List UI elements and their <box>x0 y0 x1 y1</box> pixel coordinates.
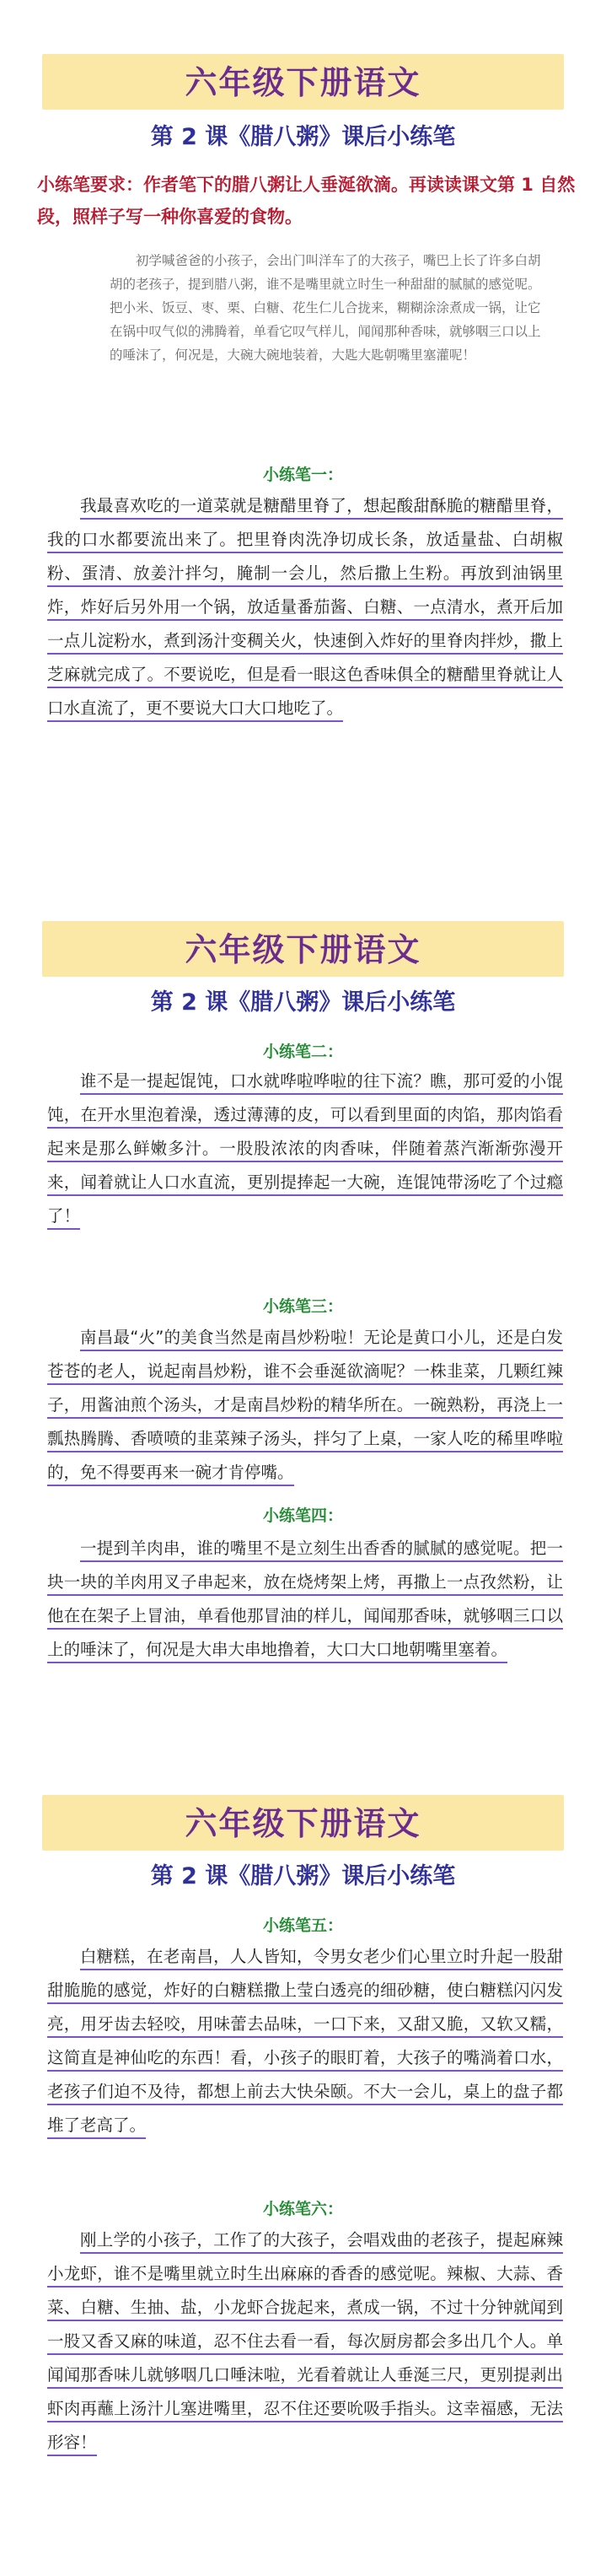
header-banner <box>42 1795 564 1851</box>
lesson-title: 第 2 课《腊八粥》课后小练笔 <box>150 1863 456 1889</box>
exercise-1-label: 小练笔一： <box>262 466 343 484</box>
banner-title: 六年级下册语文 <box>185 64 421 101</box>
exercise-3-body: 南昌最“火”的美食当然是南昌炒粉啦！无论是黄口小儿，还是白发苍苍的老人，说起南昌炒粉，谁不会垂涎欲滴呢？一株韭菜，几颗红辣子，用酱油煎个汤头，才是南昌炒粉的精华所在。一碗熟粉，再浇上一瓢热腾腾、香喷喷的韭菜辣子汤头，拌匀了上桌，一家人吃的稀里哗啦的，免不得要再来一碗才肯停嘴。 <box>47 1328 563 1486</box>
lesson-title: 第 2 课《腊八粥》课后小练笔 <box>150 124 456 150</box>
text-excerpt: 初学喊爸爸的小孩子，会出门叫洋车了的大孩子，嘴巴上长了许多白胡胡的老孩子，提到腊八粥，谁不是嘴里就立时生一种甜甜的腻腻的感觉呢。把小米、饭豆、枣、栗、白糖、花生仁儿合拢来，糊糊涂涂煮成一锅，让它在锅中叹气似的沸腾着，单看它叹气样儿，闻闻那种香味，就够咽三口以上的唾沫了，何况是，大碗大碗地装着，大匙大匙朝嘴里塞灌呢！ <box>110 253 541 363</box>
exercise-3-text <box>47 1321 563 1490</box>
exercise-5-label: 小练笔五： <box>262 1916 343 1935</box>
exercise-6-text <box>47 2223 563 2460</box>
exercise-6-label: 小练笔六： <box>262 2200 343 2218</box>
exercise-5-text <box>47 1940 563 2142</box>
exercise-2-label: 小练笔二： <box>262 1043 343 1061</box>
exercise-4-text <box>47 1532 563 1667</box>
exercise-3-label: 小练笔三： <box>262 1297 343 1316</box>
exercise-2-text <box>47 1064 563 1233</box>
banner-title: 六年级下册语文 <box>185 1805 421 1842</box>
exercise-5-body: 白糖糕，在老南昌，人人皆知，令男女老少们心里立时升起一股甜甜脆脆的感觉，炸好的白糖糕撒上莹白透亮的细砂糖，使白糖糕闪闪发亮，用牙齿去轻咬，用味蕾去品味，一口下来，又甜又脆，又软又糯，这简直是神仙吃的东西！看，小孩子的眼盯着，大孩子的嘴淌着口水，老孩子们迫不及待，都想上前去大快朵颐。不大一会儿，桌上的盘子都堆了老高了。 <box>47 1947 563 2139</box>
exercise-4-body: 一提到羊肉串，谁的嘴里不是立刻生出香香的腻腻的感觉呢。把一块一块的羊肉用叉子串起来，放在烧烤架上烤，再撒上一点孜然粉，让他在在架子上冒油，单看他那冒油的样儿，闻闻那香味，就够咽三口以上的唾沫了，何况是大串大串地撸着，大口大口地朝嘴里塞着。 <box>47 1539 563 1663</box>
lesson-title: 第 2 课《腊八粥》课后小练笔 <box>150 989 456 1016</box>
exercise-6-body: 刚上学的小孩子，工作了的大孩子，会唱戏曲的老孩子，提起麻辣小龙虾，谁不是嘴里就立时生出麻麻的香香的感觉呢。辣椒、大蒜、香菜、白糖、生抽、盐，小龙虾合拢起来，煮成一锅，不过十分钟就闻到一股又香又麻的味道，忍不住去看一看，每次厨房都会多出几个人。单闻闻那香味儿就够咽几口唾沫啦，光看着就让人垂涎三尺，更别提剥出虾肉再蘸上汤汁儿塞进嘴里，忍不住还要吮吸手指头。这幸福感，无法形容！ <box>47 2230 563 2456</box>
header-banner <box>42 54 564 110</box>
exercise-requirement: 小练笔要求：作者笔下的腊八粥让人垂涎欲滴。再读读课文第 1 自然段，照样子写一种你喜爱的食物。 <box>37 175 576 227</box>
exercise-1-body: 我最喜欢吃的一道菜就是糖醋里脊了，想起酸甜酥脆的糖醋里脊，我的口水都要流出来了。把里脊肉洗净切成长条，放适量盐、白胡椒粉、蛋清、放姜汁拌匀，腌制一会儿，然后撒上生粉。再放到油锅里炸，炸好后另外用一个锅，放适量番茄酱、白糖、一点清水，煮开后加一点儿淀粉水，煮到汤汁变稠关火，快速倒入炸好的里脊肉拌炒，撒上芝麻就完成了。不要说吃，但是看一眼这色香味俱全的糖醋里脊就让人口水直流了，更不要说大口大口地吃了。 <box>47 496 563 722</box>
exercise-2-body: 谁不是一提起馄饨，口水就哗啦哗啦的往下流？瞧，那可爱的小馄饨，在开水里泡着澡，透过薄薄的皮，可以看到里面的肉馅，那肉馅看起来是那么鲜嫩多汁。一股股浓浓的肉香味，伴随着蒸汽渐渐弥漫开来，闻着就让人口水直流，更别提捧起一大碗，连馄饨带汤吃了个过瘾了！ <box>47 1071 563 1230</box>
header-banner <box>42 921 564 977</box>
exercise-1-text <box>47 489 563 725</box>
banner-title: 六年级下册语文 <box>185 931 421 968</box>
exercise-4-label: 小练笔四： <box>262 1506 343 1525</box>
